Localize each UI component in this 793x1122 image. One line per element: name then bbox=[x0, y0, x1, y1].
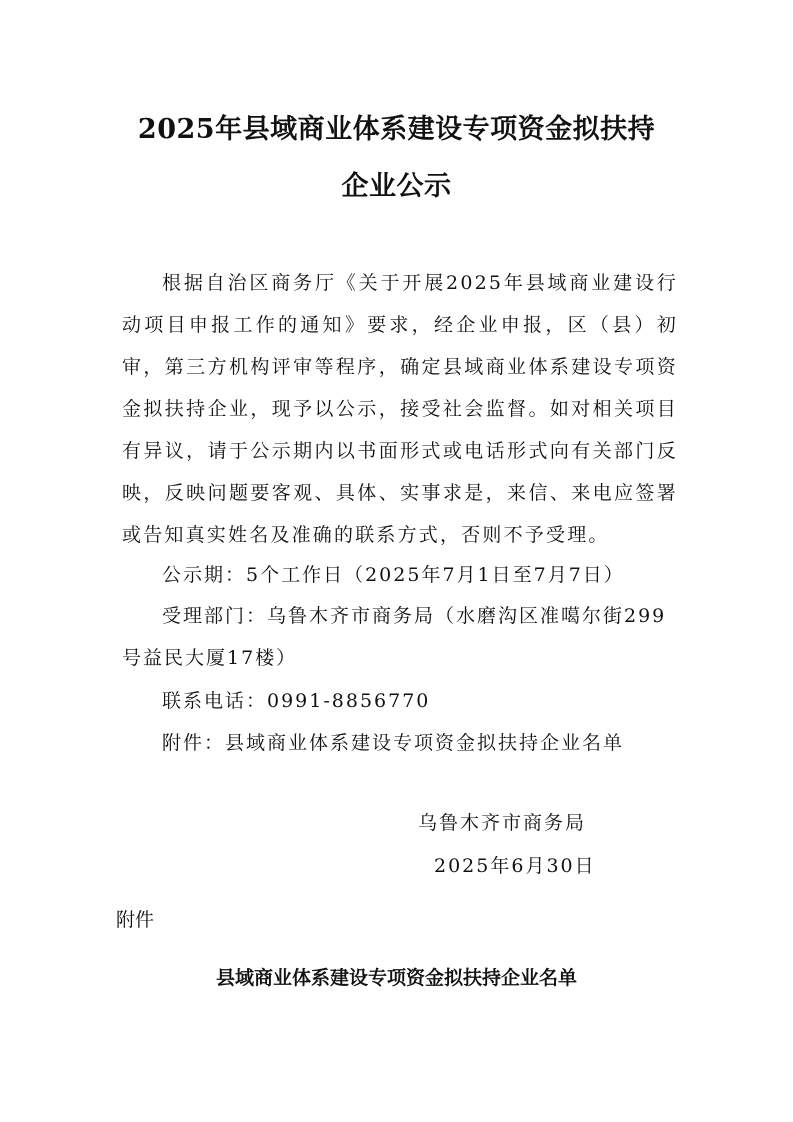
document-title-line-2: 企业公示 bbox=[341, 171, 452, 202]
contact-phone: 联系电话：0991-8856770 bbox=[162, 690, 431, 712]
appendix-label: 附件 bbox=[116, 909, 155, 931]
signature-organization: 乌鲁木齐市商务局 bbox=[418, 812, 587, 834]
appendix-title: 县域商业体系建设专项资金拟扶持企业名单 bbox=[215, 967, 577, 989]
attachment-note: 附件：县域商业体系建设专项资金拟扶持企业名单 bbox=[162, 732, 625, 754]
accepting-department: 受理部门：乌鲁木齐市商务局（水磨沟区准噶尔街299号益民大厦17楼） bbox=[122, 605, 667, 669]
notice-paragraph: 根据自治区商务厅《关于开展2025年县域商业建设行动项目申报工作的通知》要求，经企业申报，区（县）初审，第三方机构评审等程序，确定县域商业体系建设专项资金拟扶持企业，现予以公示，接受社会监督。如对相关项目有异议，请于公示期内以书面形式或电话形式向有关部门反映，反映问题要客观、具体、实事求是，来信、来电应签署或告知真实姓名及准确的联系方式，否则不予受理。 bbox=[122, 272, 678, 546]
publicity-period: 公示期：5个工作日（2025年7月1日至7月7日） bbox=[162, 564, 625, 586]
document-title-line-1: 2025年县域商业体系建设专项资金拟扶持 bbox=[137, 114, 656, 145]
signature-date: 2025年6月30日 bbox=[434, 855, 596, 877]
